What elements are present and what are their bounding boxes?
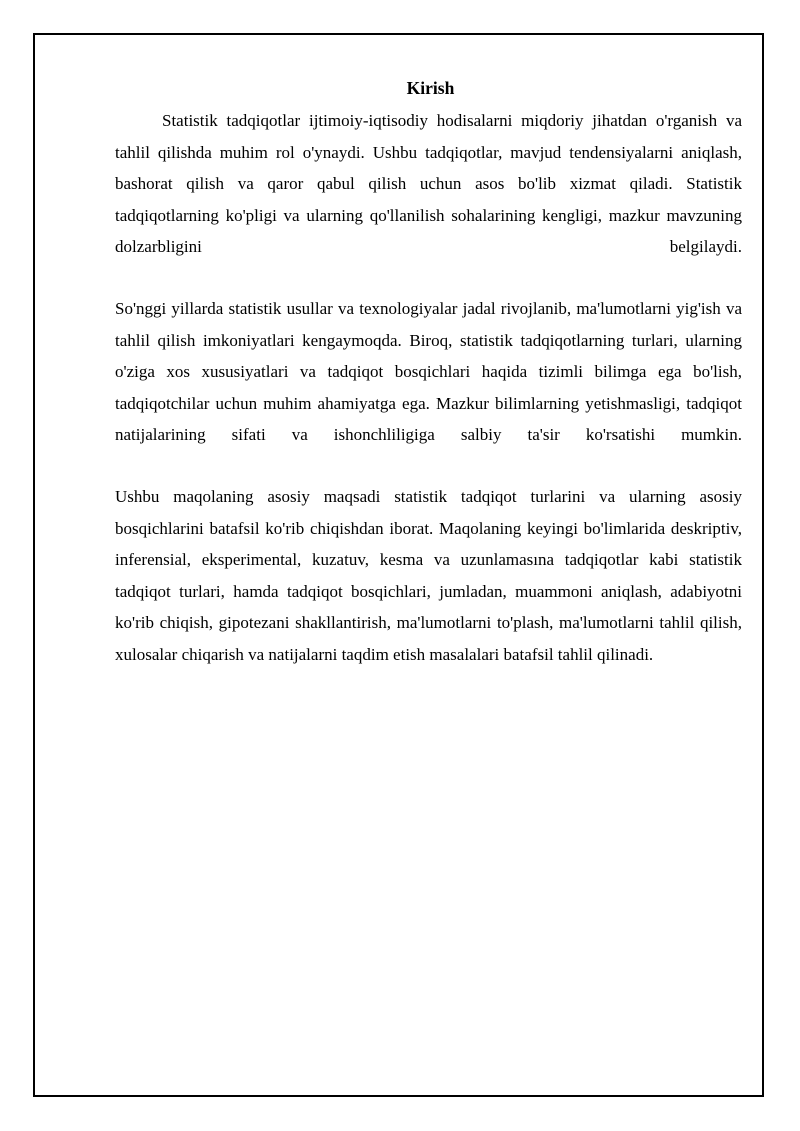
document-body	[115, 76, 742, 671]
paragraph-1: Statistik tadqiqotlar ijtimoiy-iqtisodiy hodisalarni miqdoriy jihatdan o'rganish va tahlil qilishda muhim rol o'ynaydi. Ushbu tadqiqotlar, mavjud tendensiyalarni aniqlash, bashorat qilish va qaror qabul qilish uchun asos bo'lib xizmat qiladi. Statistik tadqiqotlarning ko'pligi va ularning qo'llanilish sohalarining kengligi, mazkur mavzuning dolzarbligini belgilaydi.	[115, 111, 742, 257]
paragraph-3: Ushbu maqolaning asosiy maqsadi statistik tadqiqot turlarini va ularning asosiy bosqichlarini batafsil ko'rib chiqishdan iborat. Maqolaning keyingi bo'limlarida deskriptiv, inferensial, eksperimental, kuzatuv, kesma va uzunlamasına tadqiqotlar kabi statistik tadqiqot turlari, hamda tadqiqot bosqichlari, jumladan, muammoni aniqlash, adabiyotni ko'rib chiqish, gipotezani shakllantirish, ma'lumotlarni to'plash, ma'lumotlarni tahlil qilish, xulosalar chiqarish va natijalarni taqdim etish masalalari batafsil tahlil qilinadi.	[115, 486, 742, 664]
document-title: Kirish	[406, 78, 455, 98]
paragraph-2: So'nggi yillarda statistik usullar va texnologiyalar jadal rivojlanib, ma'lumotlarni yig'ish va tahlil qilish imkoniyatlari kengaymoqda. Biroq, statistik tadqiqotlarning turlari, ularning o'ziga xos xususiyatlari va tadqiqot bosqichlari haqida tizimli bilimga ega bo'lish, tadqiqotchilar uchun muhim ahamiyatga ega. Mazkur bilimlarning yetishmasligi, tadqiqot natijalarining sifati va ishonchliligiga salbiy ta'sir ko'rsatishi mumkin.	[115, 298, 742, 445]
